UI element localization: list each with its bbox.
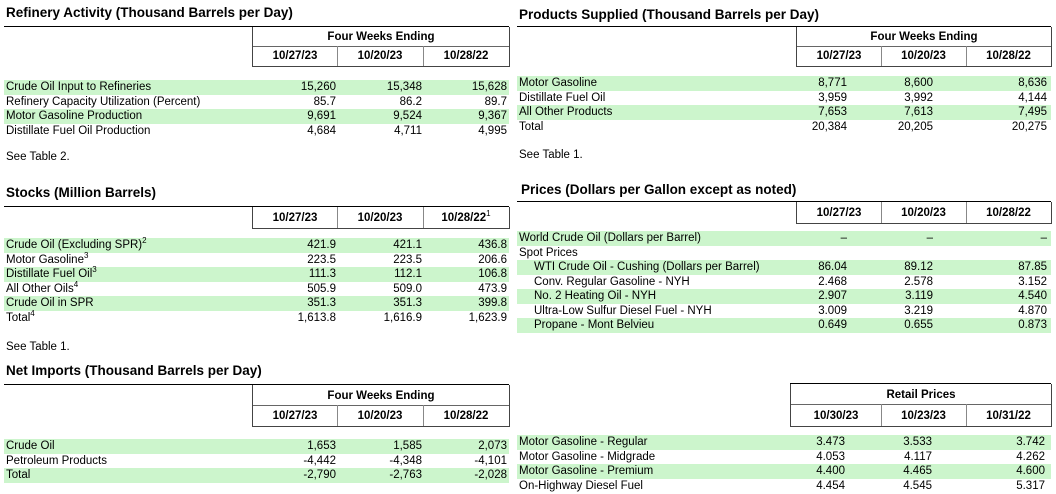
prices-value: – [840,232,847,244]
refinery-value: 4,684 [307,124,336,137]
prices-value: 86.04 [818,261,847,273]
imports-value: -4,101 [474,454,507,467]
refinery-title: Refinery Activity (Thousand Barrels per Day) [6,5,293,20]
prices-row [517,275,1051,290]
refinery-col-1: 10/27/23 [272,50,318,62]
stocks-row-label: Total$^4$ [6,308,35,324]
refinery-row [4,80,509,95]
prices-row-label: WTI Crude Oil - Cushing (Dollars per Barrel) [534,261,760,273]
refinery-value: 9,524 [393,110,422,122]
retail-row [517,479,1051,494]
products-value: 7,613 [904,106,933,118]
retail-value: 4.262 [1016,450,1045,463]
prices-value: 3.219 [904,304,933,317]
refinery-row-label: Crude Oil Input to Refineries [6,81,152,93]
products-col-3: 10/28/22 [986,50,1031,62]
stocks-value: 106.8 [478,268,507,280]
retail-row [517,450,1051,465]
stocks-row [4,279,509,297]
prices-row-label: Ultra-Low Sulfur Diesel Fuel - NYH [534,304,712,317]
prices-value: 3.152 [1018,275,1047,288]
stocks-row-label: Crude Oil (Excluding SPR)$^2$ [6,236,147,251]
retail-value: 4.117 [904,450,932,463]
stocks-row-label: All Other Oils$^4$ [6,279,79,295]
retail-col-3: 10/31/22 [986,410,1031,422]
refinery-value: 9,367 [478,110,507,122]
imports-row-label: Petroleum Products [6,454,107,467]
refinery-row [4,109,509,124]
stocks-value: 1,623.9 [468,311,507,324]
stocks-title: Stocks (Million Barrels) [6,185,157,200]
imports-value: -2,790 [303,469,336,481]
stocks-value: 111.3 [308,268,336,280]
stocks-note: See Table 1. [6,341,70,353]
retail-value: 4.053 [816,450,845,463]
imports-group-header: Four Weeks Ending [327,390,435,402]
imports-row-label: Crude Oil [6,440,55,452]
products-value: 20,275 [1011,120,1047,133]
refinery-value: 15,628 [471,81,507,93]
imports-value: -4,348 [389,454,422,467]
products-col-1: 10/27/23 [816,50,862,62]
imports-col-3: 10/28/22 [443,410,489,422]
prices-row [517,246,1051,261]
imports-value: -4,442 [303,454,336,467]
imports-value: 2,073 [478,440,507,452]
prices-col-1: 10/27/23 [816,207,862,219]
refinery-group-header: Four Weeks Ending [327,31,435,43]
stocks-value: 473.9 [478,282,507,295]
retail-value: 4.465 [903,465,932,477]
prices-row-label: Spot Prices [519,246,578,259]
stocks-row-label: Motor Gasoline$^3$ [6,250,89,266]
stocks-col-2: 10/20/23 [357,212,403,224]
retail-row-label: Motor Gasoline - Midgrade [519,450,656,463]
prices-value: – [926,232,933,244]
products-row [517,105,1051,120]
refinery-value: 86.2 [399,95,422,108]
refinery-value: 4,711 [394,124,422,137]
stocks-value: 112.1 [394,268,422,280]
stocks-value: 351.3 [307,297,336,309]
prices-value: 0.873 [1018,319,1047,331]
prices-value: 2.468 [818,275,847,288]
products-row-label: Distillate Fuel Oil [519,91,606,104]
stocks-row [4,296,509,311]
stocks-value: 351.3 [393,297,422,309]
retail-col-1: 10/30/23 [813,410,859,422]
prices-row [517,289,1051,304]
prices-value: 3.009 [818,304,847,317]
products-note: See Table 1. [519,149,583,161]
retail-value: 4.400 [816,465,845,477]
prices-value: 89.12 [904,261,933,273]
retail-row-label: On-Highway Diesel Fuel [519,479,643,492]
stocks-row [4,250,509,268]
retail-value: 3.742 [1016,436,1045,448]
products-row-label: Total [519,120,544,133]
stocks-row [4,267,509,282]
products-value: 4,144 [1018,91,1047,104]
products-row [517,76,1051,91]
stocks-row-label: Distillate Fuel Oil$^3$ [6,265,97,280]
prices-title: Prices (Dollars per Gallon except as noted) [521,182,797,197]
products-value: 20,205 [897,120,933,133]
prices-value: 0.649 [818,319,847,331]
stocks-col-1: 10/27/23 [272,212,318,224]
products-row-label: Motor Gasoline [519,77,597,89]
imports-col-1: 10/27/23 [272,410,318,422]
imports-value: -2,028 [474,469,507,481]
retail-row [517,464,1051,479]
prices-row-label: No. 2 Heating Oil - NYH [534,290,657,302]
stocks-row-label: Crude Oil in SPR [6,297,94,309]
refinery-row-label: Motor Gasoline Production [6,110,143,122]
prices-value: 3.119 [905,290,933,302]
imports-title: Net Imports (Thousand Barrels per Day) [6,363,262,378]
prices-value: 0.655 [904,319,933,331]
prices-row [517,318,1051,333]
stocks-value: 421.1 [393,239,422,251]
retail-value: 4.545 [903,479,932,492]
retail-value: 3.533 [903,436,932,448]
products-value: 8,771 [818,77,847,89]
products-col-2: 10/20/23 [901,50,946,62]
refinery-row [4,124,509,139]
prices-col-3: 10/28/22 [986,207,1031,219]
refinery-note: See Table 2. [6,151,70,163]
imports-row [4,439,509,454]
refinery-value: 85.7 [313,95,336,108]
prices-value: 2.578 [904,275,933,288]
stocks-col-3: $10/28/22^1$ [441,209,491,224]
stocks-row [4,308,509,326]
refinery-row-label: Distillate Fuel Oil Production [6,124,151,137]
refinery-value: 4,995 [478,124,507,137]
prices-row-label: Conv. Regular Gasoline - NYH [534,275,690,288]
stocks-value: 1,613.8 [297,311,336,324]
retail-col-2: 10/23/23 [901,410,946,422]
prices-value: 87.85 [1018,261,1047,273]
products-value: 8,600 [904,77,933,89]
products-row [517,91,1051,106]
retail-row-label: Motor Gasoline - Regular [519,436,648,448]
products-title: Products Supplied (Thousand Barrels per Day) [519,7,820,22]
refinery-row-label: Refinery Capacity Utilization (Percent) [6,95,201,108]
imports-value: 1,653 [307,440,336,452]
stocks-value: 223.5 [307,253,336,266]
retail-value: 3.473 [816,436,845,448]
products-value: 3,992 [904,91,933,104]
refinery-value: 15,348 [386,81,422,93]
products-value: 7,495 [1018,106,1047,118]
refinery-row [4,95,509,110]
imports-header [252,385,510,427]
retail-row [517,435,1051,450]
imports-row [4,468,509,483]
prices-row [517,260,1051,275]
products-value: 8,636 [1018,77,1047,89]
stocks-value: 421.9 [307,239,336,251]
prices-value: 4.540 [1018,290,1047,302]
prices-value: – [1040,232,1047,244]
retail-value: 4.454 [816,479,845,492]
imports-value: 1,585 [393,440,422,452]
prices-row [517,304,1051,319]
stocks-value: 509.0 [393,282,422,295]
stocks-row [4,238,509,253]
stocks-value: 436.8 [478,239,507,251]
products-value: 7,653 [818,106,847,118]
stocks-value: 223.5 [393,253,422,266]
prices-row-label: Propane - Mont Belvieu [534,319,655,331]
products-value: 20,384 [811,120,847,133]
refinery-col-2: 10/20/23 [357,50,403,62]
products-value: 3,959 [818,91,847,104]
retail-value: 5.317 [1016,479,1045,492]
refinery-col-3: 10/28/22 [443,50,489,62]
imports-col-2: 10/20/23 [357,410,403,422]
products-header [796,27,1052,67]
prices-row [517,231,1051,246]
imports-row-label: Total [6,469,31,481]
stocks-header [252,207,510,229]
products-row [517,120,1051,135]
retail-group-header: Retail Prices [886,389,956,401]
stocks-value: 1,616.9 [383,311,422,324]
prices-header [796,202,1052,224]
retail-header [790,384,1052,427]
products-group-header: Four Weeks Ending [870,31,978,43]
prices-value: 4.870 [1018,304,1047,317]
imports-row [4,454,509,469]
refinery-value: 9,691 [307,110,336,122]
stocks-value: 399.8 [478,297,507,309]
retail-value: 4.600 [1016,465,1045,477]
refinery-value: 89.7 [484,95,507,108]
refinery-value: 15,260 [300,81,336,93]
prices-col-2: 10/20/23 [901,207,946,219]
prices-row-label: World Crude Oil (Dollars per Barrel) [519,232,701,244]
prices-value: 2.907 [818,290,847,302]
retail-row-label: Motor Gasoline - Premium [519,465,654,477]
refinery-header [252,27,510,67]
stocks-value: 206.6 [478,253,507,266]
imports-value: -2,763 [389,469,422,481]
stocks-value: 505.9 [307,282,336,295]
products-row-label: All Other Products [519,106,613,118]
